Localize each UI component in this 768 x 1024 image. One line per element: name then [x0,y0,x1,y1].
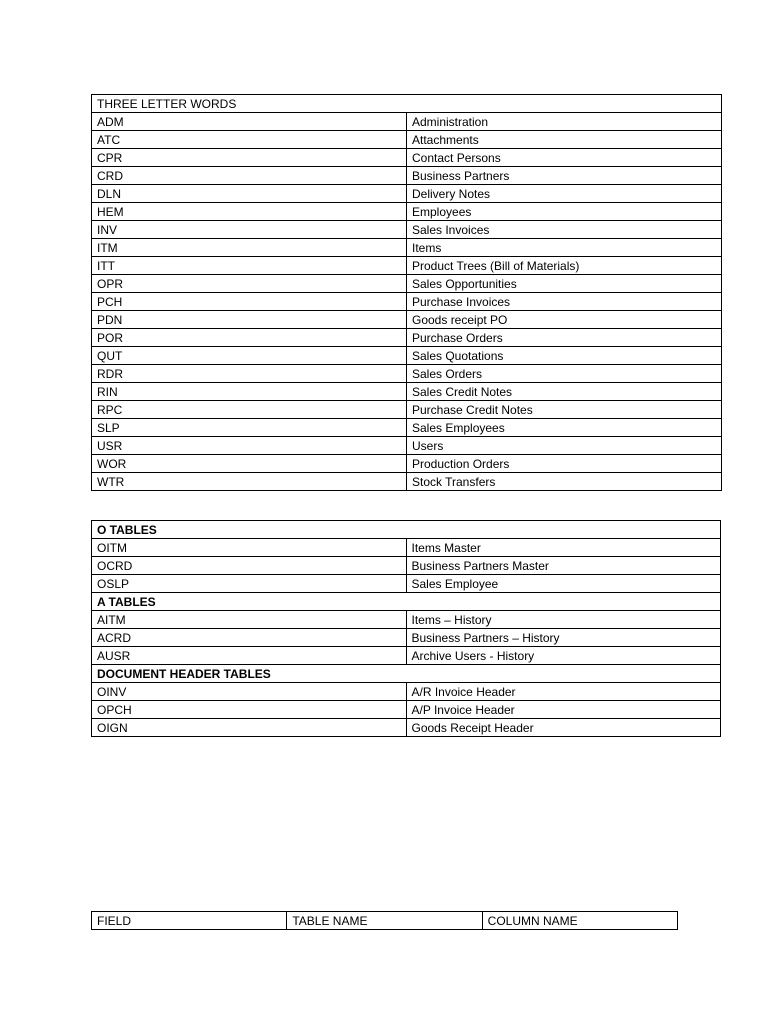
code-cell: ATC [92,131,407,149]
table-row [92,629,721,647]
field-header: FIELD [92,912,287,930]
table-heading: THREE LETTER WORDS [92,95,722,113]
name-cell: Administration [407,113,722,131]
three-letter-words-body [92,95,722,491]
code-cell: QUT [92,347,407,365]
code-cell: HEM [92,203,407,221]
table-row [92,167,722,185]
table-row [92,437,722,455]
name-cell: Business Partners [407,167,722,185]
name-cell: Employees [407,203,722,221]
name-cell: Stock Transfers [407,473,722,491]
table-row [92,473,722,491]
table-row [92,719,721,737]
table-row [92,419,722,437]
table-row [92,575,721,593]
table-row [92,401,722,419]
table-row [92,221,722,239]
name-cell: Purchase Invoices [407,293,722,311]
name-cell: Sales Credit Notes [407,383,722,401]
table-row [92,365,722,383]
code-cell: RIN [92,383,407,401]
name-cell: Contact Persons [407,149,722,167]
code-cell: OPR [92,275,407,293]
code-cell: SLP [92,419,407,437]
name-cell: Sales Opportunities [407,275,722,293]
table-row [92,539,721,557]
table-row [92,383,722,401]
table-description-cell: Archive Users - History [406,647,721,665]
table-description-cell: Business Partners Master [406,557,721,575]
code-cell: POR [92,329,407,347]
section-heading-row [92,665,721,683]
table-row [92,611,721,629]
table-description-cell: A/R Invoice Header [406,683,721,701]
table-code-cell: AITM [92,611,407,629]
table-row [92,293,722,311]
tables-reference-body [92,521,721,737]
table-code-cell: AUSR [92,647,407,665]
name-cell: Production Orders [407,455,722,473]
tables-reference-table [91,520,721,737]
table-code-cell: ACRD [92,629,407,647]
table-row [92,347,722,365]
name-cell: Purchase Orders [407,329,722,347]
section-heading-row [92,593,721,611]
field-mapping-table [91,911,678,930]
table-row [92,329,722,347]
code-cell: CPR [92,149,407,167]
table-description-cell: Goods Receipt Header [406,719,721,737]
code-cell: USR [92,437,407,455]
table-description-cell: Items – History [406,611,721,629]
table-row [92,311,722,329]
code-cell: CRD [92,167,407,185]
code-cell: RDR [92,365,407,383]
name-cell: Delivery Notes [407,185,722,203]
name-cell: Items [407,239,722,257]
table-code-cell: OINV [92,683,407,701]
table-row [92,239,722,257]
table-description-cell: A/P Invoice Header [406,701,721,719]
name-cell: Product Trees (Bill of Materials) [407,257,722,275]
table-code-cell: OIGN [92,719,407,737]
section-heading: DOCUMENT HEADER TABLES [92,665,721,683]
code-cell: ITT [92,257,407,275]
code-cell: DLN [92,185,407,203]
name-cell: Sales Invoices [407,221,722,239]
three-letter-words-table [91,94,722,491]
code-cell: WOR [92,455,407,473]
table-row [92,113,722,131]
code-cell: WTR [92,473,407,491]
code-cell: PDN [92,311,407,329]
table-row [92,185,722,203]
column-name-header: COLUMN NAME [482,912,677,930]
section-heading: O TABLES [92,521,721,539]
table-row [92,203,722,221]
table-row [92,131,722,149]
section-heading-row [92,521,721,539]
table-code-cell: OSLP [92,575,407,593]
table-name-header: TABLE NAME [287,912,482,930]
code-cell: ADM [92,113,407,131]
code-cell: PCH [92,293,407,311]
table-heading-row [92,95,722,113]
table-row [92,257,722,275]
table-description-cell: Business Partners – History [406,629,721,647]
table-code-cell: OPCH [92,701,407,719]
table-row [92,683,721,701]
table-description-cell: Items Master [406,539,721,557]
name-cell: Users [407,437,722,455]
table-row [92,557,721,575]
name-cell: Goods receipt PO [407,311,722,329]
section-heading: A TABLES [92,593,721,611]
table-code-cell: OCRD [92,557,407,575]
table-row [92,149,722,167]
table-row [92,275,722,293]
name-cell: Sales Orders [407,365,722,383]
field-header-row [92,912,678,930]
code-cell: ITM [92,239,407,257]
code-cell: RPC [92,401,407,419]
name-cell: Sales Employees [407,419,722,437]
table-description-cell: Sales Employee [406,575,721,593]
name-cell: Purchase Credit Notes [407,401,722,419]
table-row [92,647,721,665]
name-cell: Sales Quotations [407,347,722,365]
table-row [92,701,721,719]
table-row [92,455,722,473]
code-cell: INV [92,221,407,239]
name-cell: Attachments [407,131,722,149]
table-code-cell: OITM [92,539,407,557]
